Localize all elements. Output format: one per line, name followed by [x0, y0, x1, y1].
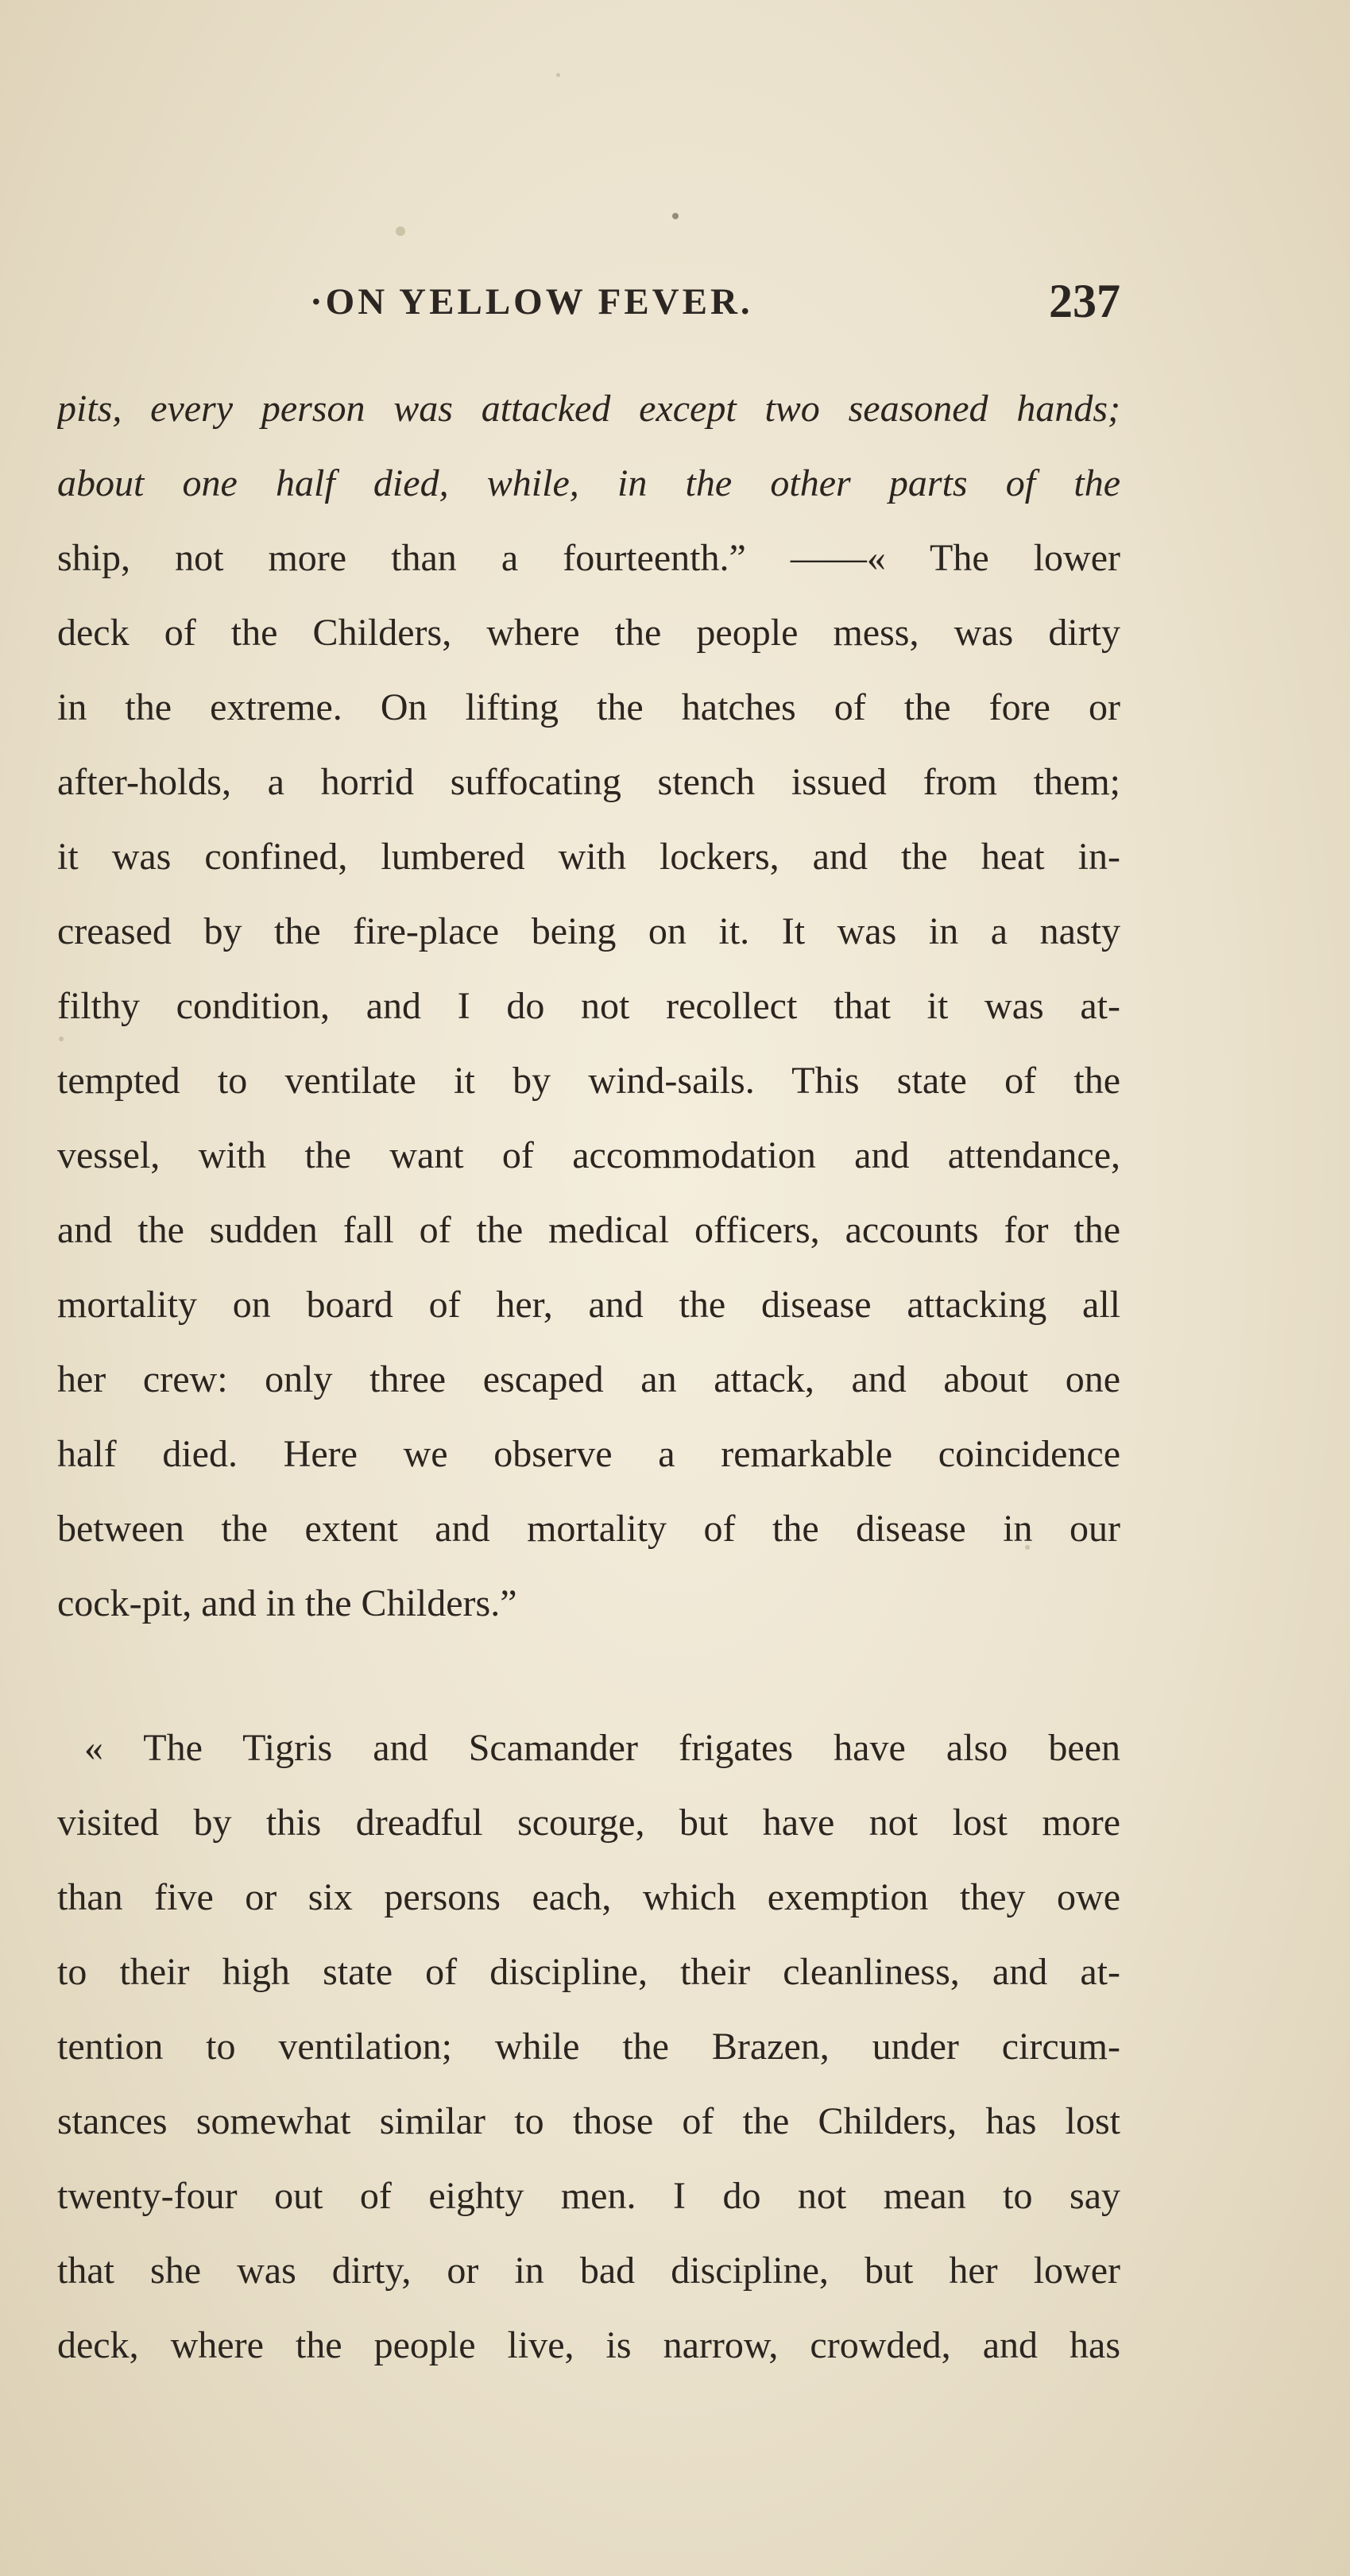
text-line: cock-pit, and in the Childers.” — [57, 1582, 517, 1624]
text-line: creased by the fire-place being on it. It was in a nasty — [57, 910, 1120, 952]
paragraph-gap — [57, 1641, 1120, 1711]
paper-speck — [556, 73, 560, 77]
text-line: about one half died, while, in the other parts of the — [57, 462, 1120, 504]
text-line: it was confined, lumbered with lockers, and the heat in- — [57, 836, 1120, 878]
paper-speck — [672, 213, 679, 219]
text-line: tempted to ventilate it by wind-sails. This state of the — [57, 1060, 1120, 1102]
text-line: ship, not more than a fourteenth.” ——« The lower — [57, 537, 1120, 579]
text-line: tention to ventilation; while the Brazen, under circum- — [57, 2026, 1120, 2068]
running-title: ·ON YELLOW FEVER. — [310, 281, 753, 322]
page-number: 237 — [1049, 275, 1120, 327]
text-line: visited by this dreadful scourge, but have not lost more — [57, 1802, 1120, 1844]
text-line: between the extent and mortality of the disease in our — [57, 1508, 1120, 1550]
paragraph-1 — [57, 372, 1120, 1641]
text-line: in the extreme. On lifting the hatches of the fore or — [57, 686, 1120, 728]
paragraph-2 — [57, 1711, 1120, 2383]
paper-speck — [396, 226, 405, 236]
text-line: deck of the Childers, where the people mess, was dirty — [57, 612, 1120, 654]
page-header — [111, 274, 1120, 338]
text-line: after-holds, a horrid suffocating stench issued from them; — [57, 761, 1120, 803]
text-line: pits, every person was attacked except two seasoned hands; — [57, 388, 1120, 430]
text-line: deck, where the people live, is narrow, crowded, and has — [57, 2324, 1120, 2366]
text-line: « The Tigris and Scamander frigates have also been — [84, 1727, 1120, 1769]
text-line: half died. Here we observe a remarkable coincidence — [57, 1433, 1120, 1475]
body-text — [57, 372, 1120, 2383]
text-line: filthy condition, and I do not recollect that it was at- — [57, 985, 1120, 1027]
text-line: mortality on board of her, and the disease attacking all — [57, 1284, 1120, 1326]
text-line: her crew: only three escaped an attack, and about one — [57, 1358, 1120, 1400]
text-line: twenty-four out of eighty men. I do not mean to say — [57, 2175, 1120, 2217]
text-line: that she was dirty, or in bad discipline, but her lower — [57, 2250, 1120, 2292]
text-line: vessel, with the want of accommodation and attendance, — [57, 1134, 1120, 1176]
text-line: and the sudden fall of the medical officers, accounts for the — [57, 1209, 1120, 1251]
text-line: to their high state of discipline, their cleanliness, and at- — [57, 1951, 1120, 1993]
text-line: stances somewhat similar to those of the Childers, has lost — [57, 2100, 1120, 2142]
text-line: than five or six persons each, which exemption they owe — [57, 1876, 1120, 1918]
